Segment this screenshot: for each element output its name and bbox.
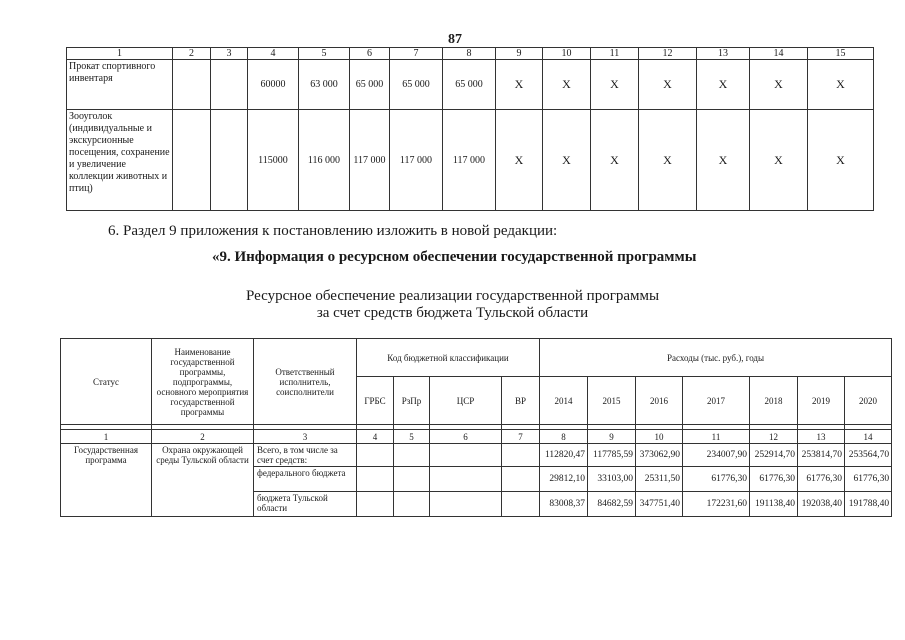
col-number: 2 [173,48,211,60]
value-cell: 253564,70 [845,444,892,467]
cell: X [639,110,697,211]
value-cell: 117785,59 [588,444,636,467]
value-cell: 61776,30 [750,467,798,492]
page-number: 87 [448,32,462,47]
cell [173,60,211,110]
col-number: 2 [152,430,254,444]
value-cell: 192038,40 [798,492,845,517]
cell: 115000 [248,110,299,211]
header-year: 2018 [750,377,798,425]
table-header-row [67,48,874,60]
header-year: 2014 [540,377,588,425]
cell: X [808,110,874,211]
cell [211,110,248,211]
program-name-cell: Охрана окружающей среды Тульской области [152,444,254,517]
value-cell: 61776,30 [845,467,892,492]
cell: 117 000 [350,110,390,211]
col-number: 6 [430,430,502,444]
col-number: 12 [750,430,798,444]
col-number: 7 [502,430,540,444]
cell: 60000 [248,60,299,110]
cell: 65 000 [443,60,496,110]
cell: 117 000 [443,110,496,211]
cell: X [543,60,591,110]
resource-table [60,338,892,517]
value-cell: 84682,59 [588,492,636,517]
value-cell: 33103,00 [588,467,636,492]
cell: 65 000 [350,60,390,110]
header-year: 2019 [798,377,845,425]
row-name: Зооуголок (индивидуальные и экскурсионные посещения, сохранение и увеличение коллекции животных и птиц) [67,110,173,211]
value-cell: 347751,40 [636,492,683,517]
col-number: 7 [390,48,443,60]
header-name: Наименование государственной программы, подпрограммы, основного мероприятия государственной программы [152,339,254,425]
row-name: Прокат спортивного инвентаря [67,60,173,110]
header-rzpr: РзПр [394,377,430,425]
table-row [61,444,892,467]
header-expenses: Расходы (тыс. руб.), годы [540,339,892,377]
value-cell: 83008,37 [540,492,588,517]
header-grbs: ГРБС [357,377,394,425]
col-number: 13 [697,48,750,60]
cell: X [697,60,750,110]
col-number: 10 [636,430,683,444]
cell: 117 000 [390,110,443,211]
activities-table [66,47,874,211]
header-row-1 [61,339,892,377]
value-cell: 234007,90 [683,444,750,467]
col-number: 4 [248,48,299,60]
cell [173,110,211,211]
cell: X [750,60,808,110]
header-csr: ЦСР [430,377,502,425]
status-cell: Государственная программа [61,444,152,517]
value-cell: 191138,40 [750,492,798,517]
cell: X [496,60,543,110]
value-cell: 253814,70 [798,444,845,467]
header-responsible: Ответственный исполнитель, соисполнители [254,339,357,425]
col-number: 14 [845,430,892,444]
header-year: 2020 [845,377,892,425]
col-number: 6 [350,48,390,60]
header-status: Статус [61,339,152,425]
cell: X [639,60,697,110]
col-number: 3 [254,430,357,444]
table-caption-line1: Ресурсное обеспечение реализации государственной программы [245,288,660,304]
col-number: 4 [357,430,394,444]
col-number: 11 [683,430,750,444]
cell: X [750,110,808,211]
cell: 63 000 [299,60,350,110]
cell: X [496,110,543,211]
value-cell: 61776,30 [798,467,845,492]
col-number: 1 [67,48,173,60]
value-cell: 25311,50 [636,467,683,492]
cell [211,60,248,110]
cell: 116 000 [299,110,350,211]
col-number: 13 [798,430,845,444]
header-year: 2015 [588,377,636,425]
col-number: 1 [61,430,152,444]
value-cell: 112820,47 [540,444,588,467]
value-cell: 373062,90 [636,444,683,467]
section-title: «9. Информация о ресурсном обеспечении государственной программы [212,249,697,265]
col-number: 9 [496,48,543,60]
value-cell: 61776,30 [683,467,750,492]
col-number: 10 [543,48,591,60]
col-number: 14 [750,48,808,60]
funding-source-label: Всего, в том числе за счет средств: [254,444,357,467]
cell: X [697,110,750,211]
header-vr: ВР [502,377,540,425]
col-number-row [61,430,892,444]
header-year: 2016 [636,377,683,425]
cell: X [543,110,591,211]
col-number: 8 [443,48,496,60]
col-number: 12 [639,48,697,60]
value-cell: 29812,10 [540,467,588,492]
table-row [67,60,874,110]
value-cell: 252914,70 [750,444,798,467]
paragraph-item-6: 6. Раздел 9 приложения к постановлению изложить в новой редакции: [108,223,558,239]
col-number: 9 [588,430,636,444]
cell: 65 000 [390,60,443,110]
col-number: 5 [394,430,430,444]
funding-source-label: федерального бюджета [254,467,357,492]
header-budget-code: Код бюджетной классификации [357,339,540,377]
cell: X [591,110,639,211]
value-cell: 191788,40 [845,492,892,517]
col-number: 8 [540,430,588,444]
table-caption-line2: за счет средств бюджета Тульской области [316,305,589,321]
value-cell: 172231,60 [683,492,750,517]
col-number: 15 [808,48,874,60]
cell: X [591,60,639,110]
col-number: 11 [591,48,639,60]
table-row [67,110,874,211]
funding-source-label: бюджета Тульской области [254,492,357,517]
col-number: 3 [211,48,248,60]
cell: X [808,60,874,110]
col-number: 5 [299,48,350,60]
header-year: 2017 [683,377,750,425]
